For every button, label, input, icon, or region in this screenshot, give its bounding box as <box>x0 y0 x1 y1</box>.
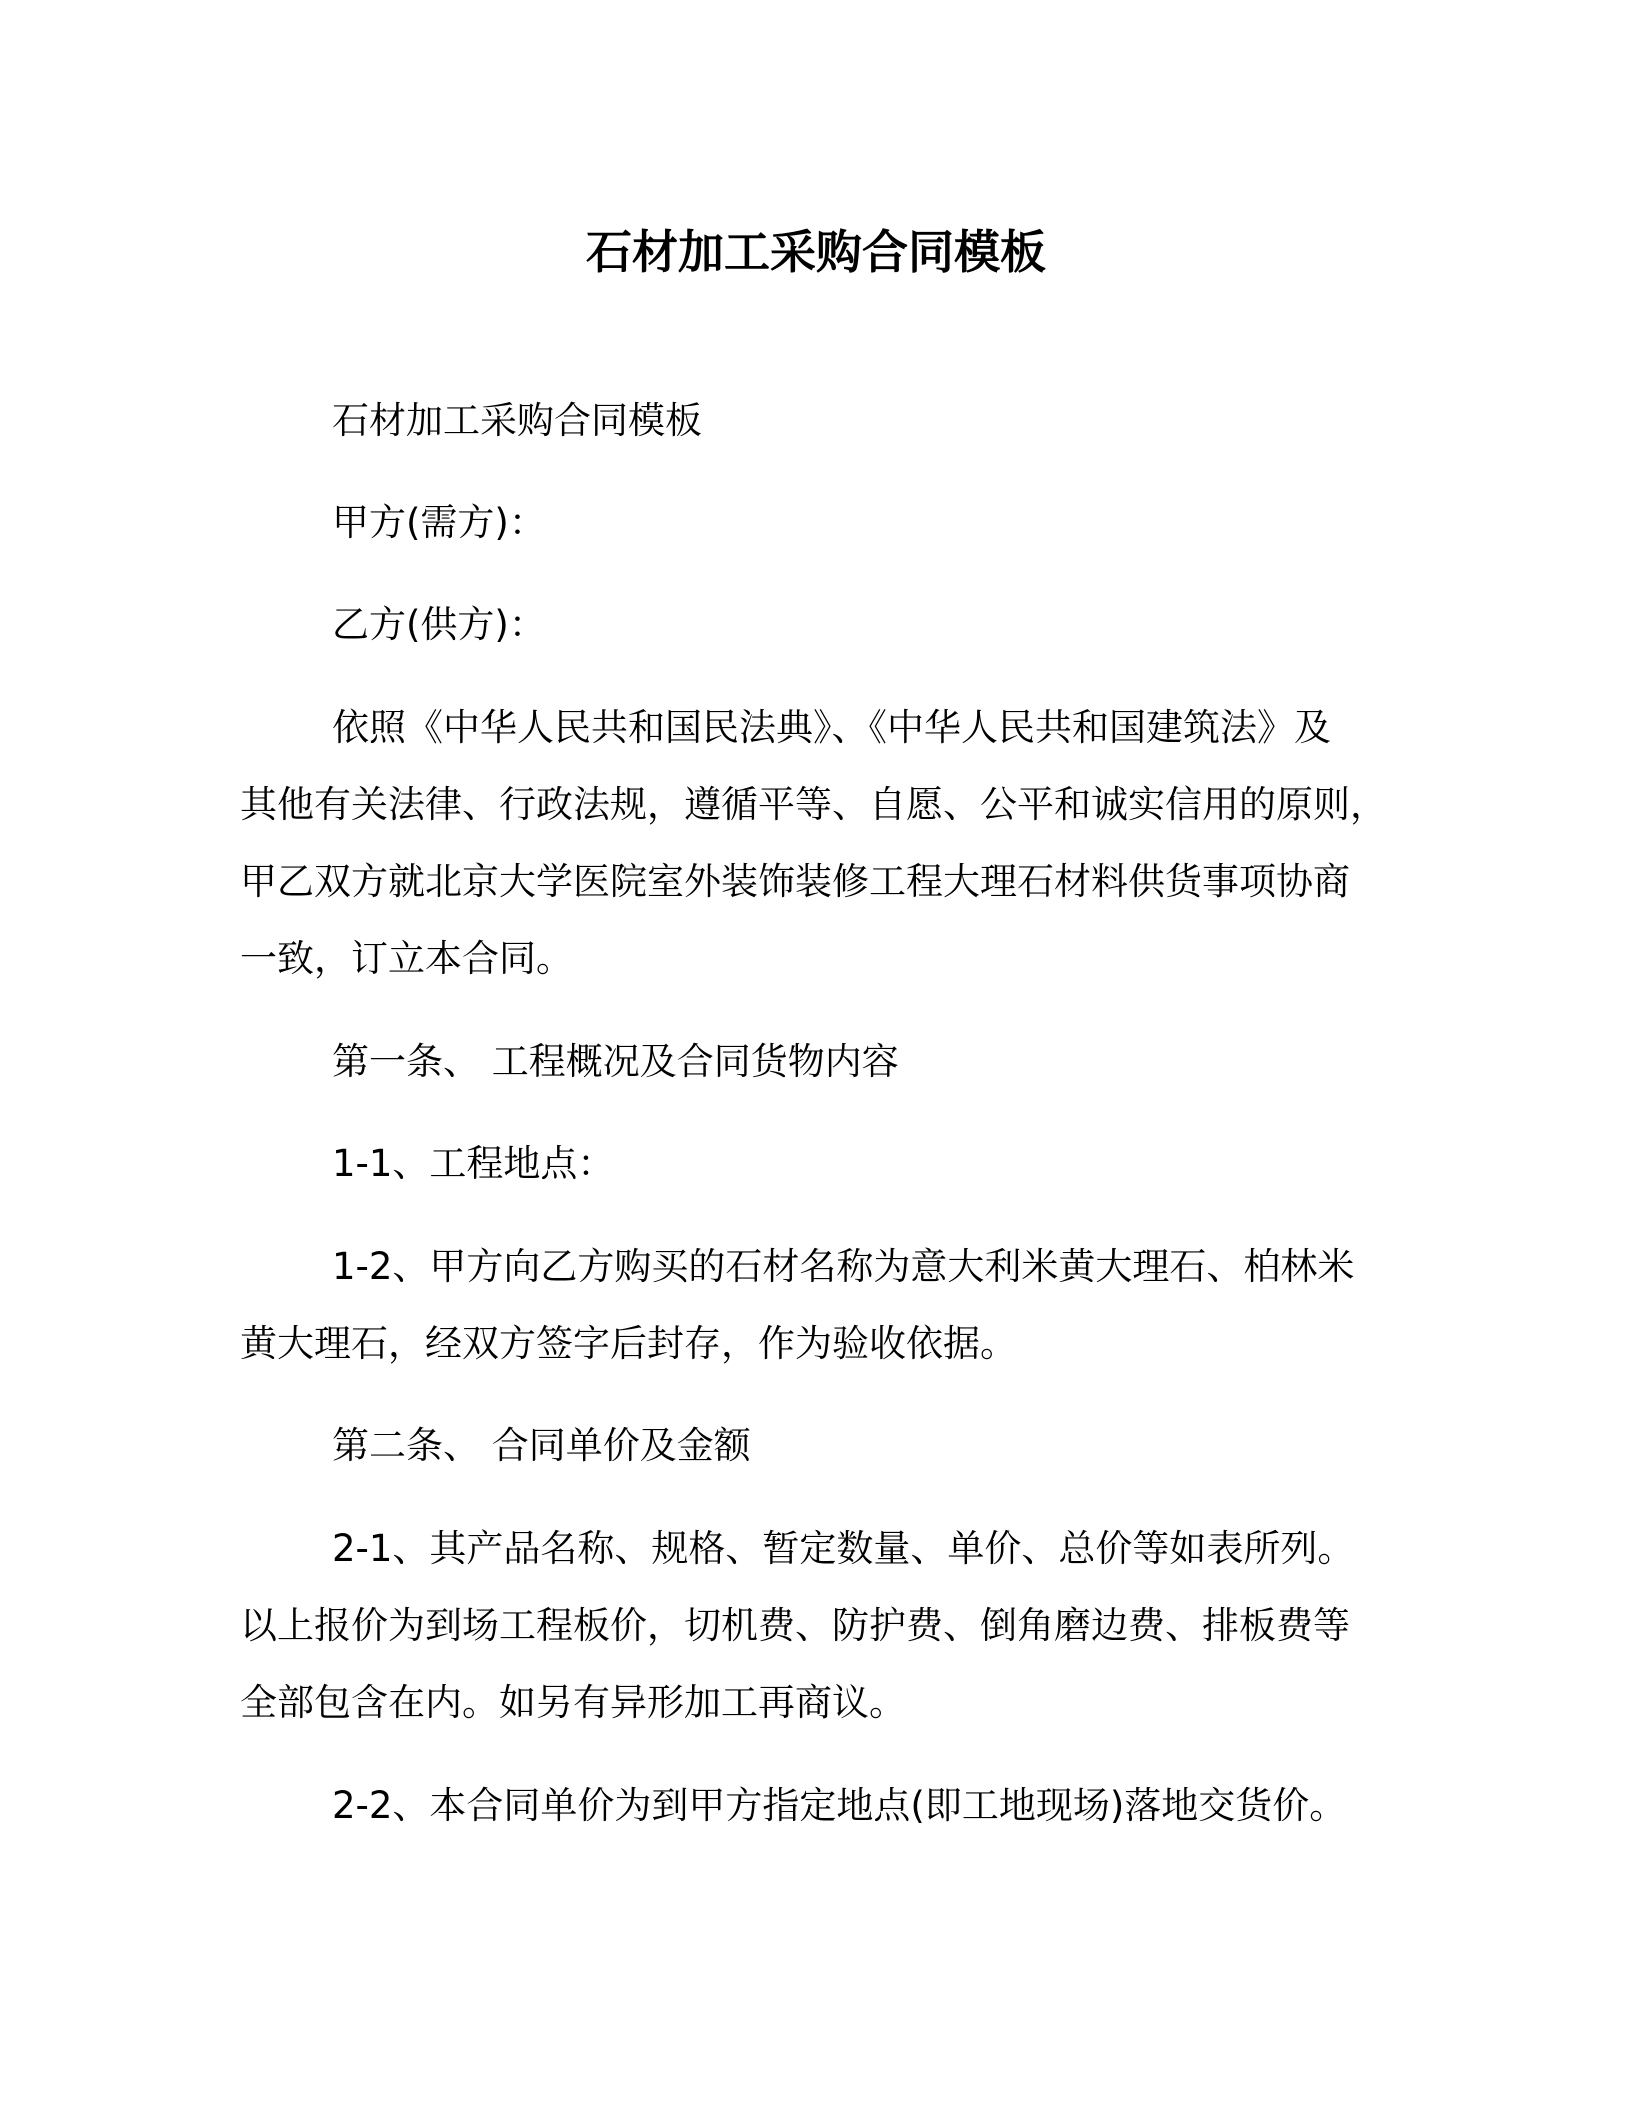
document-title: 石材加工采购合同模板 <box>586 225 1046 279</box>
clause-2-2: 2-2、本合同单价为到甲方指定地点(即工地现场)落地交货价。 <box>332 1784 1347 1827</box>
preamble-line-1: 依照《中华人民共和国民法典》、《中华人民共和国建筑法》及 <box>332 706 1331 749</box>
preamble-line-3: 甲乙双方就北京大学医院室外装饰装修工程大理石材料供货事项协商 <box>240 860 1350 903</box>
clause-2-1-line-2: 以上报价为到场工程板价，切机费、防护费、倒角磨边费、排板费等 <box>240 1604 1350 1647</box>
party-b-label: 乙方(供方)： <box>332 603 546 646</box>
clause-1-2-line-2: 黄大理石，经双方签字后封存，作为验收依据。 <box>240 1322 1017 1365</box>
clause-1-1: 1-1、工程地点： <box>332 1142 615 1185</box>
article-1-heading: 第一条、 工程概况及合同货物内容 <box>332 1040 899 1083</box>
preamble-line-4: 一致，订立本合同。 <box>240 937 573 980</box>
preamble-line-2: 其他有关法律、行政法规，遵循平等、自愿、公平和诚实信用的原则， <box>240 783 1387 826</box>
party-a-label: 甲方(需方)： <box>332 501 546 544</box>
clause-2-1-line-3: 全部包含在内。如另有异形加工再商议。 <box>240 1681 906 1724</box>
article-2-heading: 第二条、 合同单价及金额 <box>332 1424 751 1467</box>
subtitle: 石材加工采购合同模板 <box>332 399 702 442</box>
clause-1-2-line-1: 1-2、甲方向乙方购买的石材名称为意大利米黄大理石、柏林米 <box>332 1245 1355 1288</box>
clause-2-1-line-1: 2-1、其产品名称、规格、暂定数量、单价、总价等如表所列。 <box>332 1527 1355 1570</box>
